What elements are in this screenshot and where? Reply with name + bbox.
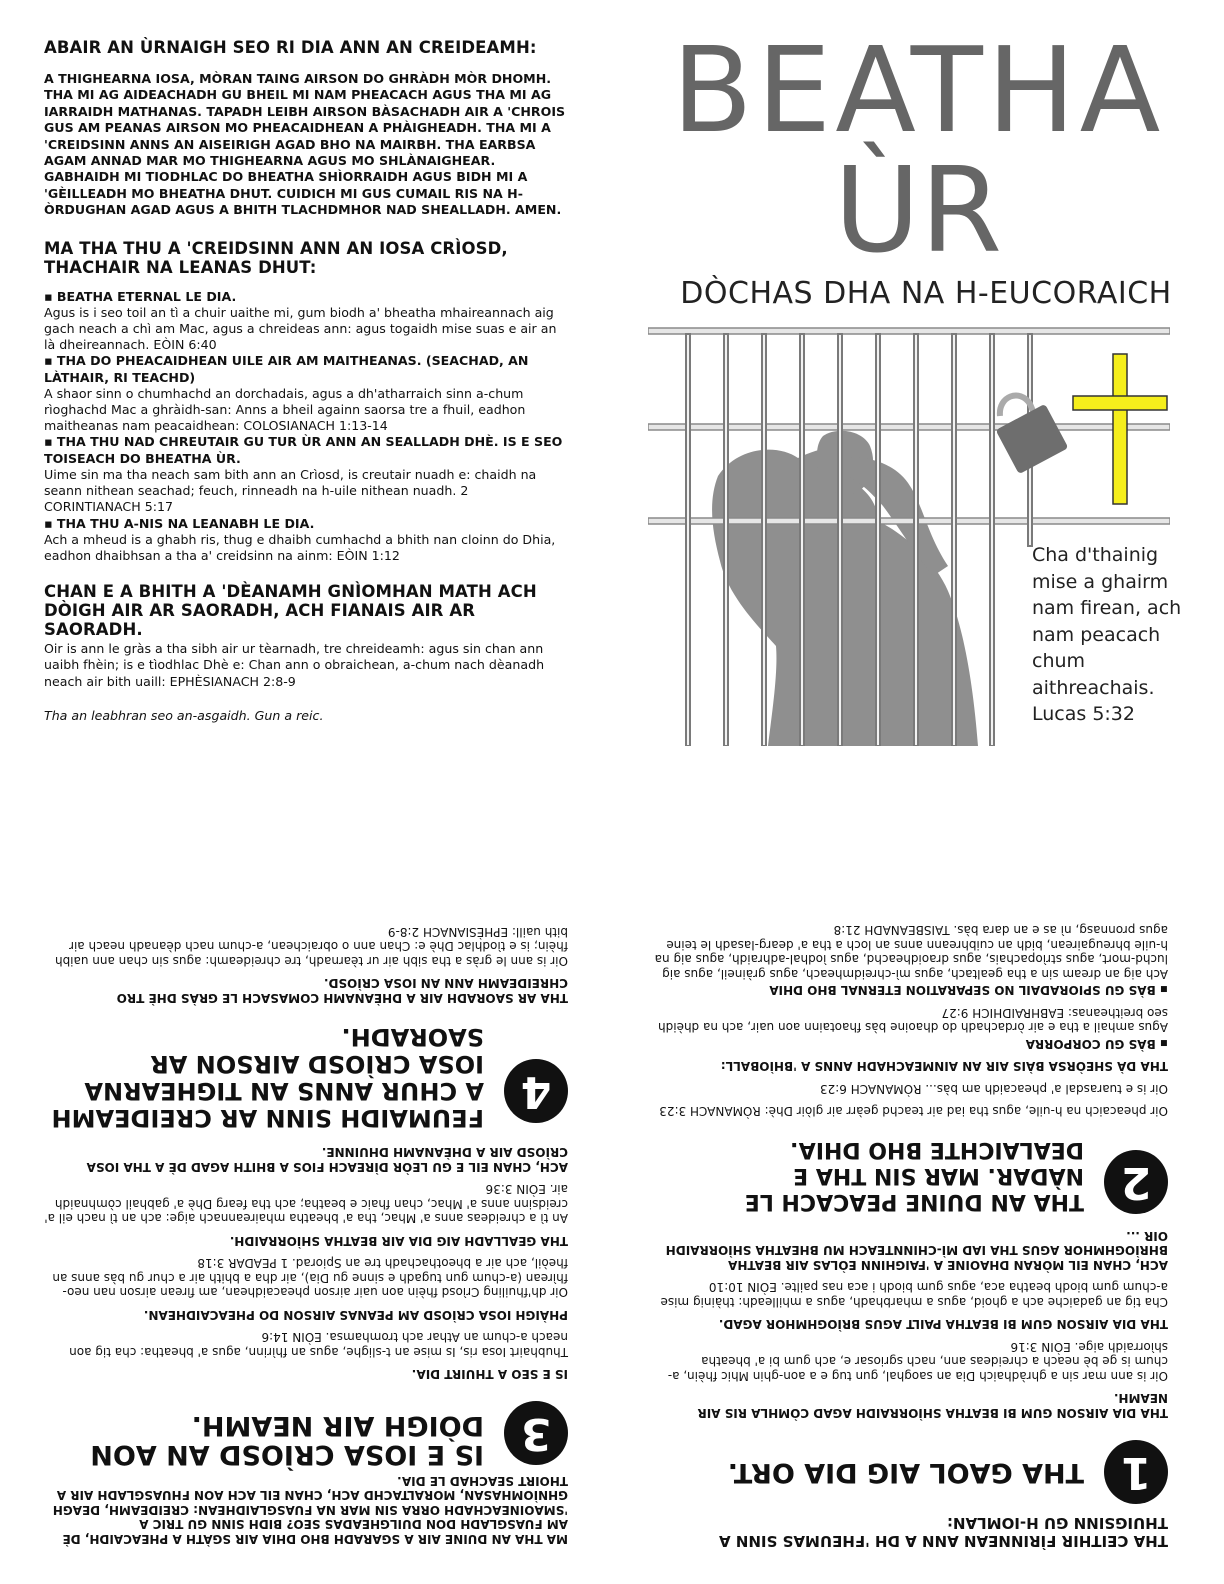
step1-caps3: ACH, CHAN EIL MÒRAN DHAOINE A 'FAIGHINN EÒLAS AIR BEATHA BHRÌOGHMHOR AGUS THA IAD MÌ-CHINNTEACH MU BHEATHA SHÌORRAIDH OIR ... [665,1229,1168,1272]
step3-caps3: THA GEALLADH AIG DIA AIR BEATHA SHÌORRAIDH. [229,1234,568,1248]
verse-john-6-40: Agus is i seo toil an tì a chuir uaithe mi, gum biodh a' bheatha mhaireannach aig gach neach a chì am Mac, agus a chreideas ann: agus togaidh mise suas e air an là dheireannach. EÒIN 6:40 [44,304,557,353]
cover-title-line2: ÙR [833,141,1003,279]
prisoner-silhouette [712,431,978,746]
verse-colossians: A shaor sinn o chumhachd an dorchadais, agus a dh'atharraich sinn a-chum rìoghachd Mac a ghràidh-san: Anns a bheil againn saorsa tre a fhuil, eadhon maitheanas nam peacaidhean: COLOSIANACH 1:13-14 [44,385,526,434]
step3-header [44,1400,568,1470]
steps-intro: THA CEITHIR FÌRINNEAN ANN A DH 'FHEUMAS SINN A THUIGSINN GU H-IOMLAN: [719,1514,1168,1550]
step2-bullet1: ▪ BÀS GU CORPORRA [1025,1037,1168,1051]
step3-caps4: ACH, CHAN EIL E GU LEÒR DÌREACH FIOS A BHITH AGAD DÈ A THA IOSA CRÌOSD AIR A DHÈANAMH DHUINNE. [86,1145,568,1174]
step4-text1: Oir is ann le gràs a tha sibh air ur tèarnadh, tre chreideamh: agus sin chan ann uaibh fhèin; is e tìodhlac Dhè e: Chan ann o obraichean, a-chum nach dèanadh neach air bith uaill: EPHÈSIANACH 2:8-9 [54,925,568,968]
step4-title: FEUMAIDH SINN AR CREIDEAMH A CHUR ANNS AN TIGHEARNA IOSA CRÌOSD AIRSON AR SAORADH. [51,1023,484,1132]
step3-caps1: IS E SEO A THUIRT DIA. [411,1367,568,1382]
step1-text1: Oir is ann mar sin a ghràdhaich Dia an saoghal, gun tug e a aon-ghin Mhic fhèin, a-chum is ge bè neach a chreideas ann, nach sgriosar e, ach gum bi a' bheatha shìorraidh aige. EÒIN 3:16 [667,1340,1168,1383]
bullet-new-creature: ▪ THA THU NAD CHREUTAIR GU TUR ÙR ANN AN SEALLADH DHÈ. IS E SEO TOISEACH DO BHEATHA ÙR. [44,434,563,466]
step1-header [652,1438,1168,1504]
step3-text3: An tì a chreideas anns a' Mhac, tha a' bheatha mhaireannach aige: ach an tì nach eil a' creidsinn anns a' Mhac, chan fhaic e beatha; ach tha fearg Dhè a' gabhail còmhnaidh air. EÒIN 3:36 [44,1182,568,1226]
verse-2-corinthians: Uime sin ma tha neach sam bith ann an Crìosd, is creutair nuadh e: chaidh na seann nithean seachad; feuch, rinneadh na h-uile nithean nuadh. 2 CORINTIANACH 5:17 [44,466,537,515]
panel-steps-3-4 [0,792,612,1584]
believe-heading: MA THA THU A 'CREIDSINN ANN AN IOSA CRÌOSD, THACHAIR NA LEANAS DHUT: [44,238,508,277]
step2-number-badge: 2 [1104,1151,1168,1215]
step2-caps1: THA DÀ SHEÒRSA BÀIS AIR AN AINMEACHADH ANNS A 'BHÌOBALL: [720,1059,1168,1074]
cover-verse: Cha d'thainig mise a ghairm nam firean, ach nam peacach chum aithreachais. Lucas 5:32 [1032,544,1182,725]
padlock-icon [996,395,1069,474]
step2-text2: Oir is e tuarasdal a' pheacaidh am bàs... RÒMANACH 6:23 [819,1082,1168,1096]
works-heading: CHAN E A BHITH A 'DÈANAMH GNÌOMHAN MATH ACH DÒIGH AIR AR SAORADH, ACH FIANAIS AIR AR SAORADH. [44,582,537,640]
step3-text1: Thubhairt Iosa ris, Is mise an t-slighe, agus an fhìrinn, agus a' bheatha: cha tig aon neach a-chum an Athar ach tromhamsa. EÒIN 14:6 [69,1330,568,1359]
step2-text3: Agus amhail a tha e air òrdachadh do dhaoine bàs fhaotainn aon uair, ach na dhèidh seo breitheanas: EABHRAIDHICH 9:27 [658,1006,1168,1035]
prayer-text: A THIGHEARNA IOSA, MÒRAN TAING AIRSON DO GHRÀDH MÒR DHOMH. THA MI AG AIDEACHADH GU BHEIL MI NAM PHEACACH AGUS THA MI AG IARRAIDH MATHANAS. TAPADH LEIBH AIRSON BÀSACHADH AIR A 'CHROIS GUS AM PEANAS AIRSON MO PHEACAIDHEAN A PHÀIGHEADH. THA MI A 'CREIDSINN ANNS AN AISEIRIGH AGAD BHO NA MAIRBH. THA EARBSA AGAM ANNAD MAR MO THIGHEARNA AGUS MO SHLÀNAIGHEAR. GABHAIDH MI TIODHLAC DO BHEATHA SHÌORRAIDH AGUS BIDH MI A 'GÈILLEADH MO BHEATHA DHUT. CUIDICH MI GUS CUMAIL RIS NA H-ÒRDUGHAN AGAD AGUS A BHITH TLACHDMHOR NAD SHEALLADH. AMEN. [44,71,566,218]
step1-number-badge: 1 [1104,1440,1168,1504]
step1-caps1: THA DIA AIRSON GUM BI BEATHA SHÌORRAIDH AGAD CÒMHLA RIS AIR NEAMH. [697,1391,1168,1420]
prayer-heading: ABAIR AN ÙRNAIGH SEO RI DIA ANN AN CREIDEAMH: [44,38,537,57]
step2-bullet2: ▪ BÀS GU SPIORADAIL NO SEPARATION ETERNAL BHO DHIA [769,983,1168,998]
step2-text1: Oir pheacaich na h-uile, agus tha iad air teachd geàrr air glòir Dhè: RÒMANACH 3:23 [659,1104,1168,1119]
bullet-eternal-life: ▪ BEATHA ETERNAL LE DIA. [44,288,237,304]
step3-intro: MA THA AN DUINE AIR A SGARADH BHO DHIA AIR SGÀTH A PHEACAIDH, DÈ AM FUASGLADH DON DUILGHEADAS SEO? BIDH SINN GU TRIC A 'SMAOINEACHADH ORRA SIN MAR NA FUASGLAIDHEAN: CREIDEAMH, DEAGH GHNÌOMHASAN, MORALTACHD ACH, CHAN EIL ACH AON FHUASGLADH AIR A THOIRT SEACHAD LE DIA. [52,1474,568,1546]
panel-cover [612,0,1224,792]
step1-caps2: THA DIA AIRSON GUM BI BEATHA PAILT AGUS BRÌOGHMHOR AGAD. [718,1317,1168,1332]
panel-steps-1-2 [612,792,1224,1584]
step4-header [44,1023,568,1131]
step4-caps1: THA AR SAORADH AIR A DHÈANAMH COMASACH LE GRÀS DHÈ TRO CHREIDEAMH ANN AN IOSA CRÌOSD. [116,976,568,1005]
verse-john-1-12: Ach a mheud is a ghabh ris, thug e dhaibh cumhachd a bhith nan cloinn do Dhia, eadhon dhaibhsan a tha a' creidsinn na ainm: EÒIN 1:12 [44,531,556,563]
bullet-child-of-god: ▪ THA THU A-NIS NA LEANABH LE DIA. [44,515,315,531]
cover-subtitle: DÒCHAS DHA NA H-EUCORAICH [680,276,1172,311]
step4-number-badge: 4 [504,1059,568,1123]
panel-prayer [0,0,612,792]
free-note: Tha an leabhran seo an-asgaidh. Gun a reic. [44,707,324,723]
cover-title-line1: BEATHA [671,21,1165,159]
step3-title: IS E IOSA CRÌOSD AN AON DÒIGH AIR NEAMH. [90,1410,484,1471]
step2-title: THA AN DUINE PEACACH LE NÀDAR. MAR SIN THA E DEALAICHTE BHO DHIA. [744,1137,1084,1215]
step2-text4: Ach aig an dream sin a tha gealtach, agus mì-chreidmheach, agus gràineil, agus aig luchd-mort, agus strìopachais, agus draoidheachd, agus ìodhal-adhraidh, agus aig na h-uile bhreugairean, bidh an cuibhreann anns an loch a tha a' dearg-lasadh le teine agus pronnasg, nì as e an dara bàs. TAISBEANADH 21:8 [654,923,1168,981]
bullet-forgiven: ▪ THA DO PHEACAIDHEAN UILE AIR AM MAITHEANAS. (SEACHAD, AN LÀTHAIR, RI TEACHD) [44,353,529,385]
step3-caps2: PHÀIGH IOSA CRÌOSD AM PEANAS AIRSON DO PHEACAIDHEAN. [143,1308,568,1322]
verse-ephesians: Oir is ann le gràs a tha sibh air ur tèarnadh, tre chreideamh: agus sin chan ann uaibh fhèin; is e tìodhlac Dhè e: Chan ann o obraichean, a-chum nach dèanadh neach air bith uaill: EPHÈSIANACH 2:8-9 [44,641,545,689]
step1-text2: Cha tig an gadaiche ach a ghoid, agus a mharbhadh, agus a mhilleadh: thàinig mise a-chum gum biodh beatha aca, agus gum biodh i aca nas pailte. EÒIN 10:10 [660,1280,1168,1309]
step1-title: THA GAOL AIG DIA ORT. [727,1457,1084,1488]
step3-text2: Oir dh'fhuiling Crìosd fhèin aon uair airson pheacaidhean, am fìrean airson nan neo-fhìrean (a-chum gun tugadh e sinne gu Dia), air dha a bhith air a chur gu bàs anns an fheòil, ach air a bheothachadh tre an Spiorad. 1 PEADAR 3:18 [52,1256,568,1300]
step2-header [652,1137,1168,1215]
step3-number-badge: 3 [504,1402,568,1466]
